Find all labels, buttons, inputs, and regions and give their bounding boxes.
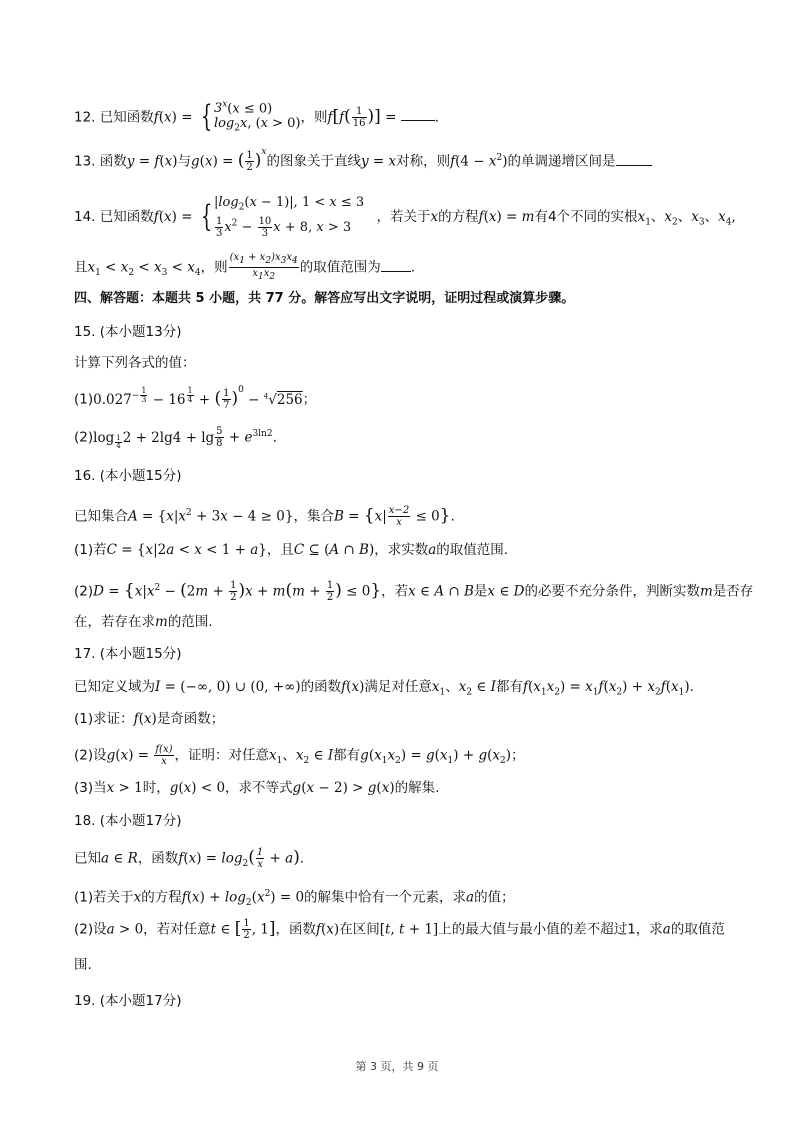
q15-part2: (2)log $_{\frac{1}{4}}$ 2 + 2lg4 + lg $\frac{5}{8}$ + $e^{3ln2}$. — [74, 426, 277, 451]
answer-blank — [616, 151, 652, 166]
q19-head: 19. (本小题17分) — [74, 993, 182, 1009]
q16-part2: $(2)D = \{x|x^2 - (2m$ + $\frac{1}{2}$ )x + m(m + $\frac{1}{2}$ ) ≤ 0}，若x ∈ A ∩ B是x ∈ D的必要不充分条件，判断实数m是否存 — [74, 580, 754, 603]
q16-head: 16. (本小题15分) — [74, 468, 182, 484]
q16-part1: (1)若C = {x|2a < x < 1 + a}，且C ⊆ (A ∩ B)，求实数a的取值范围. — [74, 542, 509, 558]
question-12: 12. 已知函数f(x) = { $3^x(x \le 0)$ $\log_2x$, (x > 0) ，则f[f( $\frac{1}{16}$ )] = . — [74, 99, 440, 135]
q18-part2-line2: 围. — [74, 957, 92, 973]
q18-part2: (2)设a > 0，若对任意t ∈ [ $\frac{1}{2}$ , 1]，函数f(x)在区间[t, t + 1]上的最大值与最小值的差不超过1，求a的取值范 — [74, 918, 725, 941]
question-14: 14. 已知函数f(x) = { $|\log_2(x - 1)|$, 1 < x ≤ 3 $\frac{1}{3}$ $x^2$ − $\frac{10}{3}$ x + 8, x > 3 ，若关于x的方程f(x) = m有4个不同的实根$x_1$、$x_2$、$x_3$、$x_4$, — [74, 195, 736, 239]
question-14-line2: 且$x_1 < x_2 < x_3 < x_4$，则 $\frac{(x_1 + x_2)x_3x_4}{x_1x_2}$ 的取值范围为 . — [74, 252, 416, 282]
q17-intro: 已知定义域为I = (−∞, 0) ∪ (0, +∞)的函数f(x)满足对任意$x_1$、$x_2$ ∈ I都有$f(x_1x_2) = x_1f(x_2) + x_2f(x_1)$. — [74, 679, 694, 698]
q16-part2-line2: 在，若存在求m的范围. — [74, 614, 213, 630]
question-13: 13. 函数y = f(x)与g(x) = ( $\frac{1}{2}$ )$^x$的图象关于直线y = x对称，则$f(4 - x^2)$的单调递增区间是 — [74, 148, 652, 173]
answer-blank — [381, 257, 411, 272]
q15-head: 15. (本小题13分) — [74, 324, 182, 340]
q15-intro: 计算下列各式的值： — [74, 355, 196, 371]
q17-part2: (2)设g(x) = $\frac{f(x)}{x}$ ，证明：对任意$x_1$、$x_2$ ∈ I都有$g(x_1x_2) = g(x_1) + g(x_2)$； — [74, 744, 525, 767]
q17-part1: (1)求证：f(x)是奇函数； — [74, 711, 225, 727]
q17-part3: (3)当x > 1时，g(x) < 0，求不等式g(x − 2) > g(x)的解集. — [74, 780, 440, 796]
q12-label: 12. 已知函数 — [74, 109, 154, 126]
q18-intro: 已知a ∈ R，函数$f(x) = \log_2$( $\frac{1}{x}$ + a). — [74, 847, 305, 870]
q16-intro: 已知集合$A = \{x|x^2 + 3x - 4 \ge 0\}$，集合B = {x| $\frac{x-2}{x}$ ≤ 0}. — [74, 505, 455, 528]
q18-part1: (1)若关于x的方程$f(x) + \log_2(x^2) = 0$的解集中恰有一个元素，求a的值； — [74, 889, 515, 909]
q18-head: 18. (本小题17分) — [74, 813, 182, 829]
section-4-title: 四、解答题：本题共 5 小题，共 77 分。解答应写出文字说明，证明过程或演算步骤。 — [74, 291, 575, 306]
q17-head: 17. (本小题15分) — [74, 646, 182, 662]
answer-blank — [401, 106, 435, 121]
q15-part1: $(1)0.027^{- \frac{1}{3}}$ − 16 $^{\frac{1}{4}}$ + ( $\frac{1}{7}$ )$^0$ − $^4$√256； — [74, 385, 317, 411]
page-footer: 第 3 页，共 9 页 — [355, 1060, 439, 1073]
